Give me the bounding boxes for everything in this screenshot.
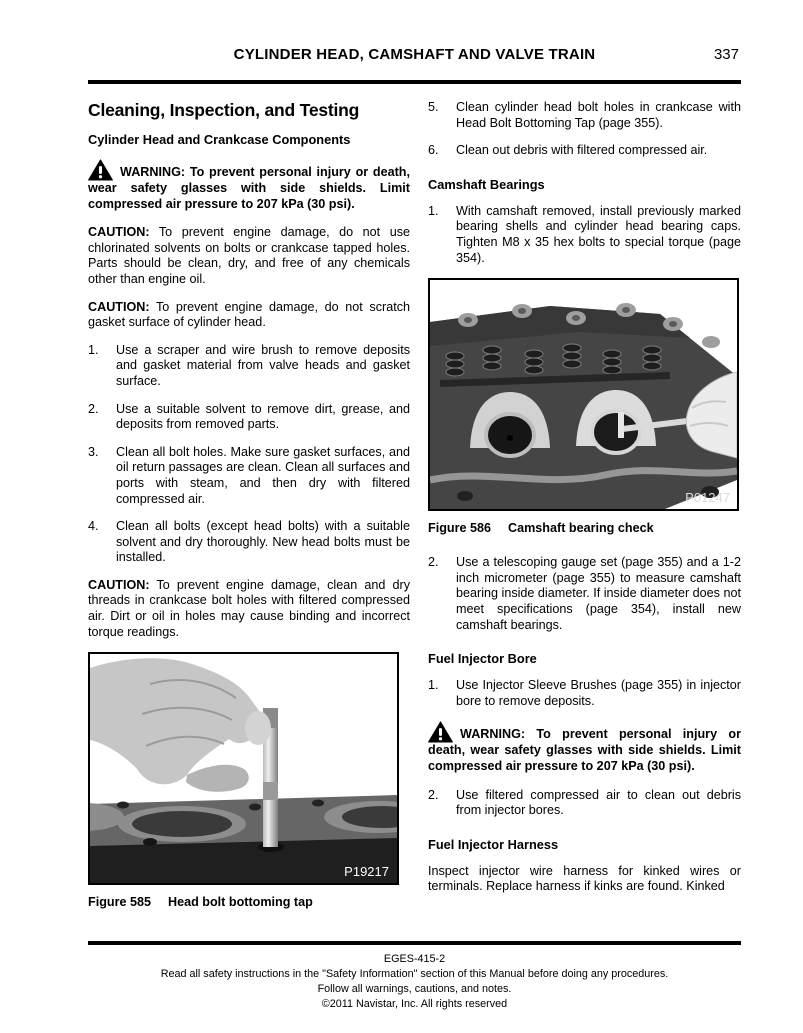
list-item-text: Clean all bolts (except head bolts) with a suitable solvent and dry thoroughly. New head bolts must be installed.	[116, 519, 410, 565]
list-item	[428, 555, 741, 633]
caution-paragraph	[88, 578, 410, 640]
subsection-title: Fuel Injector Harness	[428, 836, 559, 852]
page-header-title: CYLINDER HEAD, CAMSHAFT AND VALVE TRAIN	[233, 46, 596, 63]
caution-label: CAUTION:	[88, 577, 150, 592]
list-item-number: 2.	[88, 401, 99, 416]
caution-paragraph	[88, 300, 410, 331]
list-item-text: Use filtered compressed air to clean out debris from injector bores.	[456, 787, 741, 818]
page-header	[88, 46, 741, 68]
left-column	[88, 100, 410, 929]
warning-paragraph	[428, 721, 741, 774]
section-title: Cleaning, Inspection, and Testing	[88, 100, 360, 120]
list-item	[88, 519, 410, 566]
warning-label: WARNING:	[120, 165, 186, 179]
list-item	[88, 343, 410, 390]
list-item	[428, 100, 741, 131]
page-footer	[88, 941, 741, 1012]
list-item-number: 5.	[428, 100, 439, 114]
caution-label: CAUTION:	[88, 225, 150, 240]
subsection-title: Camshaft Bearings	[428, 176, 545, 192]
list-item-text: Use Injector Sleeve Brushes (page 355) in injector bore to remove deposits.	[456, 678, 741, 708]
caution-text: To prevent engine damage, clean and dry threads in crankcase bolt holes with filtered compressed air. Dirt or oil in holes may cause binding and incorrect torque readings.	[88, 577, 410, 639]
figure-585-photo	[88, 652, 399, 885]
warning-label: WARNING:	[460, 727, 526, 742]
list-item	[428, 678, 741, 709]
footer-safety-line: Read all safety instructions in the "Safety Information" section of this Manual before doing any procedures.	[160, 968, 669, 980]
figure-number: Figure 586	[428, 521, 491, 536]
warning-text: To prevent personal injury or death, wear safety glasses with side shields. Limit compressed air pressure to 207 kPa (30 psi).	[428, 727, 742, 773]
subsection-title: Cylinder Head and Crankcase Components	[88, 132, 351, 147]
list-item-number: 1.	[428, 203, 439, 218]
photo-id-label: P19217	[344, 864, 389, 880]
warning-text: To prevent personal injury or death, wear safety glasses with side shields. Limit compressed air pressure to 207 kPa (30 psi).	[88, 165, 411, 211]
footer-warnings-line: Follow all warnings, cautions, and notes.	[317, 983, 512, 995]
list-item-text: Use a suitable solvent to remove dirt, grease, and deposits from removed parts.	[116, 401, 410, 432]
warning-triangle-icon	[428, 721, 453, 743]
page-number: 337	[713, 46, 739, 63]
warning-triangle-icon	[88, 159, 113, 181]
figure-caption	[428, 521, 741, 535]
caution-paragraph	[88, 225, 410, 287]
list-item-number: 3.	[88, 444, 99, 459]
caution-text: To prevent engine damage, do not use chlorinated solvents on bolts or crankcase tapped holes. Parts should be clean, dry, and free of any chemicals other than engine oil.	[88, 225, 410, 286]
figure-caption-text: Camshaft bearing check	[508, 521, 654, 536]
list-item	[428, 143, 741, 159]
warning-paragraph	[88, 159, 410, 212]
subsection-title: Fuel Injector Bore	[428, 651, 537, 667]
photo-id-label: P01247	[685, 490, 730, 506]
footer-doc-code: EGES-415-2	[383, 953, 446, 965]
list-item	[428, 204, 741, 266]
list-item	[88, 402, 410, 433]
footer-rule	[88, 941, 741, 945]
list-item	[428, 788, 741, 819]
list-item-number: 1.	[428, 678, 439, 693]
right-column	[428, 100, 741, 929]
figure-caption-text: Head bolt bottoming tap	[168, 895, 313, 910]
list-item-text: Use a telescoping gauge set (page 355) and a 1-2 inch micrometer (page 355) to measure camshaft bearing inside diameter. If inside diameter does not meet specifications (page 354), install new camshaft bearings.	[456, 555, 741, 632]
list-item	[88, 445, 410, 507]
list-item-number: 6.	[428, 143, 439, 158]
footer-copyright: ©2011 Navistar, Inc. All rights reserved	[321, 998, 508, 1010]
list-item-text: Clean cylinder head bolt holes in crankcase with Head Bolt Bottoming Tap (page 355).	[456, 100, 741, 130]
list-item-number: 1.	[88, 342, 99, 357]
list-item-number: 2.	[428, 787, 439, 802]
list-item-text: Clean all bolt holes. Make sure gasket surfaces, and oil return passages are clean. Clean all surfaces and ports with steam, and then dry with filtered compressed air.	[116, 444, 410, 506]
caution-label: CAUTION:	[88, 299, 150, 314]
header-rule	[88, 80, 741, 84]
figure-caption	[88, 895, 410, 909]
list-item-text: With camshaft removed, install previously marked bearing shells and cylinder head bearing caps. Tighten M8 x 35 hex bolts to special torque (page 354).	[456, 203, 741, 265]
figure-number: Figure 585	[88, 895, 151, 910]
list-item-text: Use a scraper and wire brush to remove deposits and gasket material from valve heads and gasket surface.	[116, 342, 410, 388]
list-item-number: 2.	[428, 555, 439, 570]
body-paragraph: Inspect injector wire harness for kinked wires or terminals. Replace harness if kinks are found. Kinked	[428, 863, 741, 894]
caution-text: To prevent engine damage, do not scratch gasket surface of cylinder head.	[88, 299, 410, 330]
list-item-text: Clean out debris with filtered compressed air.	[456, 143, 708, 158]
figure-586-photo	[428, 278, 739, 511]
list-item-number: 4.	[88, 519, 99, 534]
